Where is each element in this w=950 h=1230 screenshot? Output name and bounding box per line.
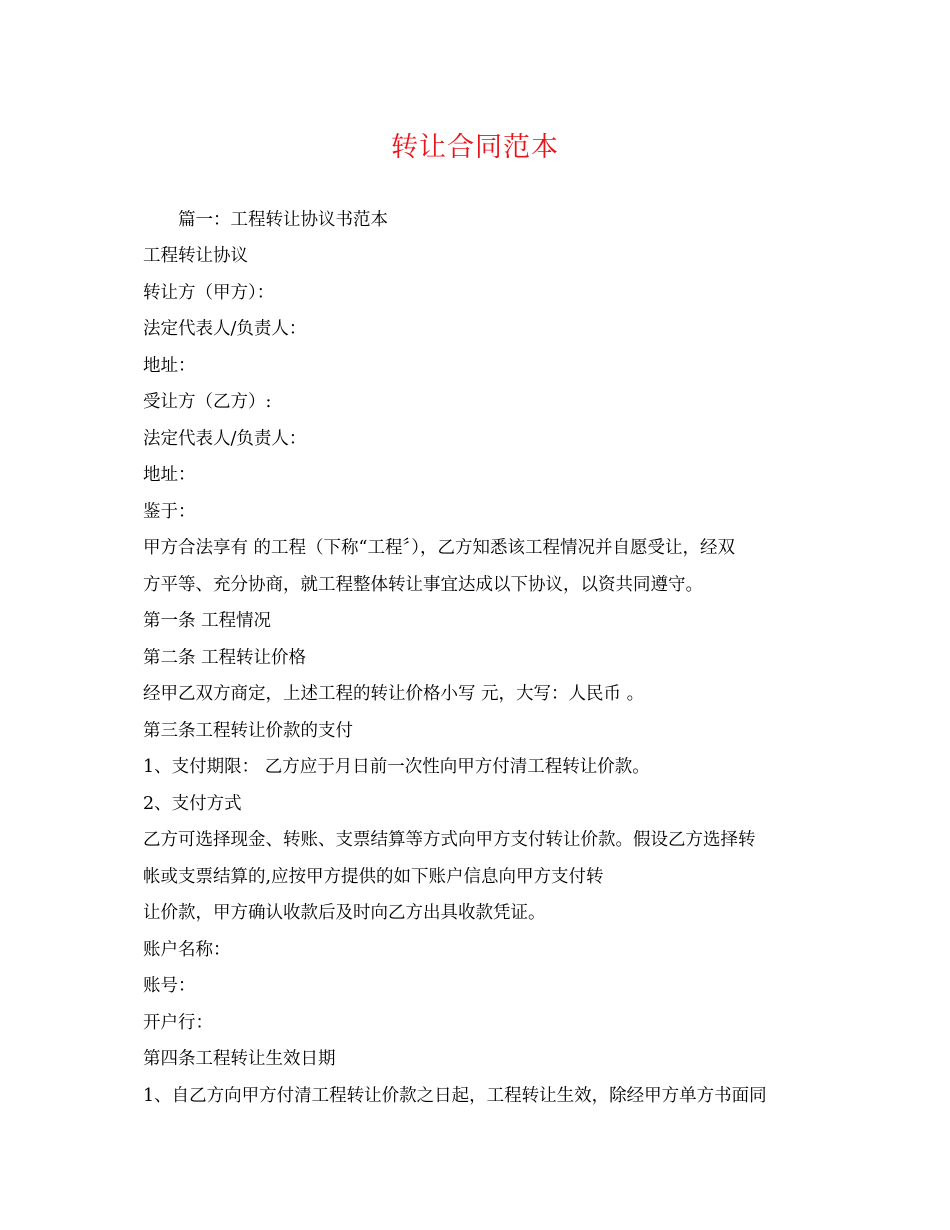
article-heading: 第三条工程转让价款的支付 — [143, 721, 353, 741]
clause-line: 1、支付期限： 乙方应于月日前一次性向甲方付清工程转让价款。 — [143, 757, 650, 777]
article-heading: 第四条工程转让生效日期 — [143, 1049, 336, 1069]
paragraph-line: 让价款，甲方确认收款后及时向乙方出具收款凭证。 — [143, 903, 546, 923]
party-a-address-field: 地址： — [143, 356, 196, 376]
paragraph-line: 甲方合法享有 的工程（下称“工程〞），乙方知悉该工程情况并自愿受让，经双 — [143, 538, 736, 558]
article-heading: 第二条 工程转让价格 — [143, 648, 307, 668]
party-b-representative-field: 法定代表人/负责人： — [143, 429, 307, 449]
paragraph-line: 方平等、充分协商，就工程整体转让事宜达成以下协议，以资共同遵守。 — [143, 575, 703, 595]
paragraph-line: 帐或支票结算的,应按甲方提供的如下账户信息向甲方支付转 — [143, 867, 604, 887]
clause-line: 2、支付方式 — [143, 794, 242, 814]
party-b-address-field: 地址： — [143, 465, 196, 485]
clause-line: 1、自乙方向甲方付清工程转让价款之日起，工程转让生效，除经甲方单方书面同 — [143, 1086, 767, 1106]
party-a-representative-field: 法定代表人/负责人： — [143, 319, 307, 339]
account-number-field: 账号： — [143, 976, 196, 996]
article-heading: 第一条 工程情况 — [143, 611, 272, 631]
paragraph-line: 经甲乙双方商定，上述工程的转让价格小写 元，大写：人民币 。 — [143, 684, 645, 704]
whereas-label: 鉴于： — [143, 502, 196, 522]
paragraph-line: 乙方可选择现金、转账、支票结算等方式向甲方支付转让价款。假设乙方选择转 — [143, 830, 756, 850]
party-a-field: 转让方（甲方）： — [143, 283, 275, 303]
agreement-title: 工程转让协议 — [143, 246, 248, 266]
account-name-field: 账户名称： — [143, 940, 231, 960]
section-heading: 篇一：工程转让协议书范本 — [178, 210, 388, 230]
party-b-field: 受让方（乙方）: — [143, 392, 272, 412]
bank-field: 开户行： — [143, 1013, 213, 1033]
document-title: 转让合同范本 — [391, 132, 559, 163]
